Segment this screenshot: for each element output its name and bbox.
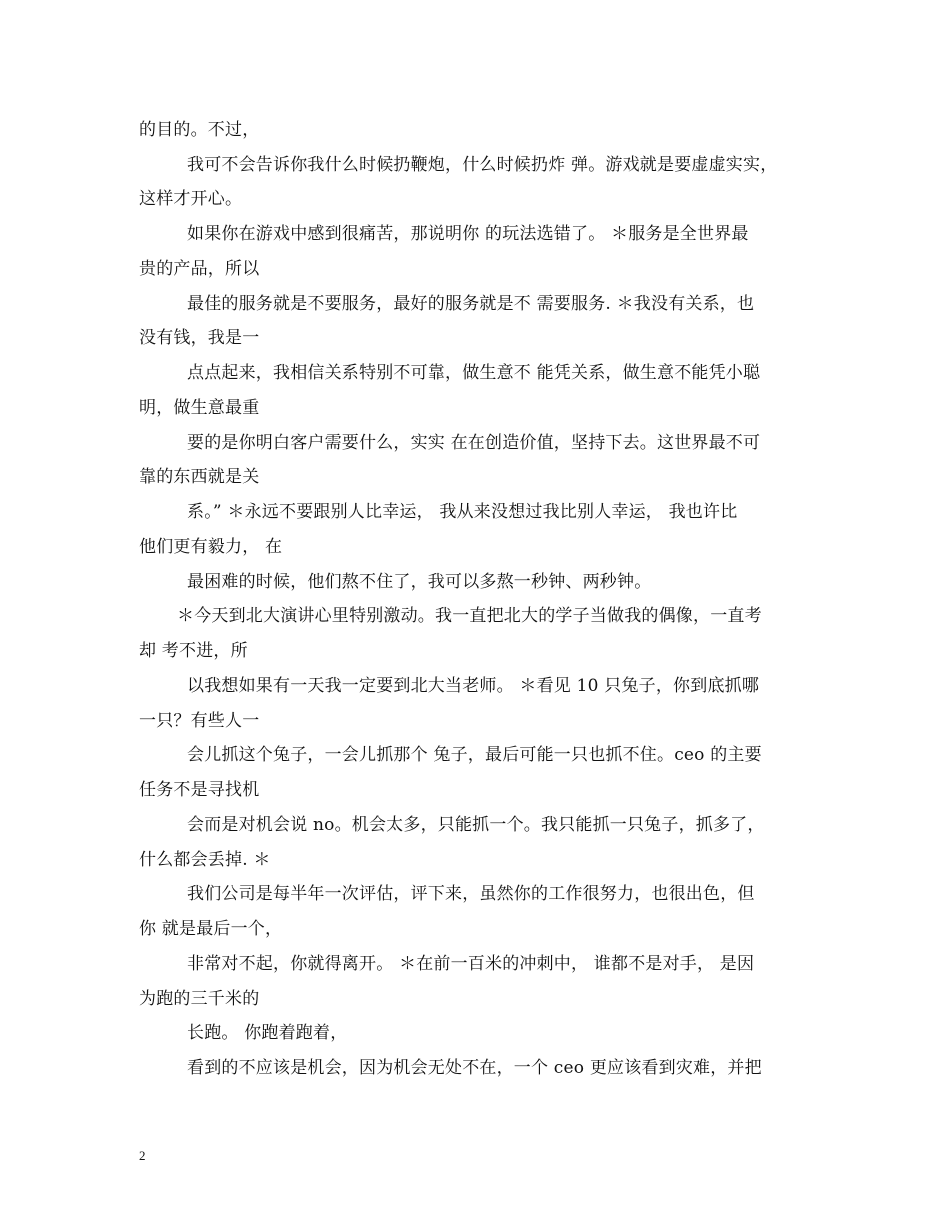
text-line-12: 系。” ＊永远不要跟别人比幸运， 我从来没想过我比别人幸运， 我也许比: [187, 502, 738, 522]
text-line-23: 我们公司是每半年一次评估，评下来，虽然你的工作很努力，也很出色，但: [187, 884, 755, 904]
text-line-28: 看到的不应该是机会，因为机会无处不在，一个 ceo 更应该看到灾难，并把: [187, 1058, 762, 1078]
text-line-24: 你 就是最后一个，: [139, 919, 283, 939]
text-line-6: 最佳的服务就是不要服务，最好的服务就是不 需要服务. ＊我没有关系，也: [187, 294, 755, 314]
text-line-21: 会而是对机会说 no。机会太多，只能抓一个。我只能抓一只兔子，抓多了，: [187, 815, 765, 835]
page-number: 2: [139, 1148, 146, 1163]
text-line-16: 却 考不进，所: [139, 641, 248, 661]
text-line-10: 要的是你明白客户需要什么，实实 在在创造价值，坚持下去。这世界最不可: [187, 433, 761, 453]
text-line-2: 我可不会告诉你我什么时候扔鞭炮，什么时候扔炸 弹。游戏就是要虚虚实实，: [187, 155, 778, 175]
text-line-18: 一只？有些人一: [139, 711, 260, 731]
text-line-1: 的目的。不过，: [139, 120, 260, 140]
text-line-26: 为跑的三千米的: [139, 989, 260, 1009]
text-line-4: 如果你在游戏中感到很痛苦，那说明你 的玩法选错了。 ＊服务是全世界最: [187, 224, 749, 244]
text-line-3: 这样才开心。: [139, 189, 243, 209]
text-line-11: 靠的东西就是关: [139, 467, 260, 487]
text-line-25: 非常对不起，你就得离开。 ＊在前一百米的冲刺中， 谁都不是对手， 是因: [187, 954, 755, 974]
text-line-9: 明，做生意最重: [139, 398, 260, 418]
text-line-7: 没有钱，我是一: [139, 328, 260, 348]
text-line-13: 他们更有毅力， 在: [139, 537, 283, 557]
text-line-5: 贵的产品，所以: [139, 259, 260, 279]
text-line-27: 长跑。 你跑着跑着，: [187, 1023, 348, 1043]
text-line-8: 点点起来，我相信关系特别不可靠，做生意不 能凭关系，做生意不能凭小聪: [187, 363, 761, 383]
text-line-20: 任务不是寻找机: [139, 780, 260, 800]
text-line-15: ＊今天到北大演讲心里特别激动。我一直把北大的学子当做我的偶像，一直考: [177, 606, 762, 626]
text-line-14: 最困难的时候，他们熬不住了，我可以多熬一秒钟、两秒钟。: [187, 572, 652, 592]
text-line-22: 什么都会丢掉. ＊: [139, 850, 271, 870]
text-line-17: 以我想如果有一天我一定要到北大当老师。 ＊看见 10 只兔子，你到底抓哪: [187, 676, 760, 696]
text-line-19: 会儿抓这个兔子，一会儿抓那个 兔子，最后可能一只也抓不住。ceo 的主要: [187, 745, 762, 765]
